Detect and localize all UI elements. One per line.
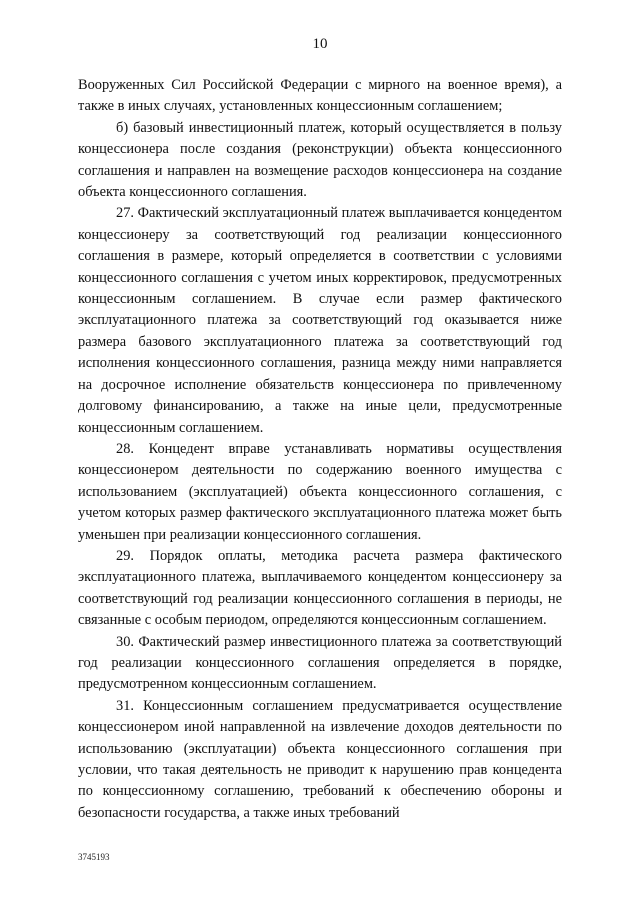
page-number: 10 <box>312 36 328 52</box>
paragraph-31: 31. Концессионным соглашением предусматривается осуществление концессионером иной направленной на извлечение доходов деятельности по использованию (эксплуатации) объекта концессионного соглашения при условии, что такая деятельность не приводит к нарушению прав концедента по концессионному соглашению, требований к обеспечению обороны и безопасности государства, а также иных требований <box>78 697 562 821</box>
document-body <box>78 75 562 824</box>
paragraph-27: 27. Фактический эксплуатационный платеж выплачивается концедентом концессионеру за соответствующий год реализации концессионного соглашения в размере, который определяется в соответствии с условиями концессионного соглашения с учетом иных корректировок, предусмотренных концессионным соглашением. В случае если размер фактического эксплуатационного платежа за соответствующий год оказывается ниже размера базового эксплуатационного платежа за соответствующий год исполнения концессионного соглашения, разница между ними направляется на досрочное исполнение обязательств концессионера по привлеченному долговому финансированию, а также на иные цели, предусмотренные концессионным соглашением. <box>78 205 562 436</box>
document-code: 3745193 <box>78 852 110 862</box>
paragraph-29: 29. Порядок оплаты, методика расчета размера фактического эксплуатационного платежа, выплачиваемого концедентом концессионеру за соответствующий год реализации концессионного соглашения в периоды, не связанные с особым периодом, определяются концессионным соглашением. <box>78 547 562 629</box>
paragraph-item-b: б) базовый инвестиционный платеж, который осуществляется в пользу концессионера после создания (реконструкции) объекта концессионного соглашения и направлен на возмещение расходов концессионера на создание объекта концессионного соглашения. <box>78 119 562 201</box>
paragraph-30: 30. Фактический размер инвестиционного платежа за соответствующий год реализации концессионного соглашения определяется в порядке, предусмотренном концессионным соглашением. <box>78 633 562 693</box>
paragraph-28: 28. Концедент вправе устанавливать нормативы осуществления концессионером деятельности по содержанию военного имущества с использованием (эксплуатацией) объекта концессионного соглашения, с учетом которых размер фактического эксплуатационного платежа может быть уменьшен при реализации концессионного соглашения. <box>78 440 562 543</box>
paragraph-continuation: Вооруженных Сил Российской Федерации с мирного на военное время), а также в иных случаях, установленных концессионным соглашением; <box>78 77 562 115</box>
